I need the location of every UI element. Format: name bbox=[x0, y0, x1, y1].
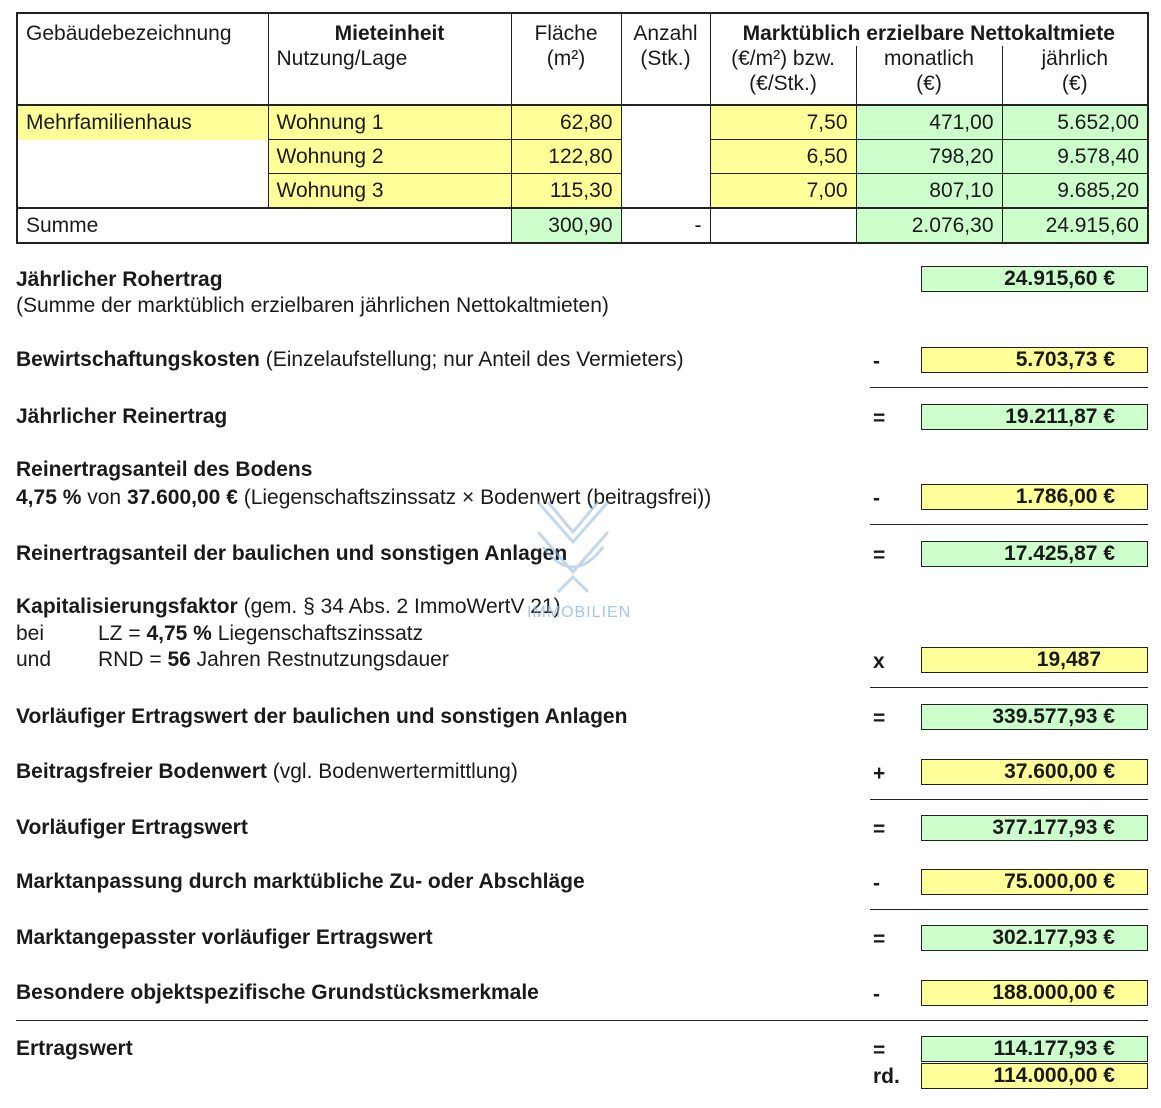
rohertrag-note: (Summe der marktüblich erzielbaren jährlichen Nettokaltmieten) bbox=[16, 294, 609, 317]
header-yearly-label: jährlich bbox=[1041, 47, 1109, 70]
sum-yearly: 24.915,60 bbox=[1002, 208, 1148, 243]
vorl-anlagen-title: Vorläufiger Ertragswert der baulichen und sonstigen Anlagen bbox=[16, 705, 628, 728]
besondere-op: - bbox=[873, 983, 880, 1006]
count-cell bbox=[621, 140, 710, 174]
markt-value: 75.000,00 € bbox=[921, 869, 1148, 895]
header-yearly-unit: (€) bbox=[1061, 72, 1088, 95]
kap-value: 19,487 bbox=[921, 647, 1148, 673]
area-cell: 115,30 bbox=[511, 174, 621, 209]
reinertrag-title: Jährlicher Reinertrag bbox=[16, 405, 228, 428]
unit-cell: Wohnung 2 bbox=[268, 140, 511, 174]
ertragswert-value: 114.177,93 € bbox=[921, 1036, 1148, 1062]
markt-op: - bbox=[873, 872, 880, 895]
table-row bbox=[17, 105, 1148, 140]
rent-cell: 7,50 bbox=[710, 105, 856, 140]
building-name: Mehrfamilienhaus bbox=[17, 105, 268, 140]
header-gebaeude: Gebäudebezeichnung bbox=[17, 13, 268, 46]
bewirtschaftung-value: 5.703,73 € bbox=[921, 347, 1148, 373]
monthly-cell: 798,20 bbox=[856, 140, 1002, 174]
kap-rnd-line: und RND = 56 Jahren Restnutzungsdauer bbox=[16, 648, 449, 671]
anlagen-title: Reinertragsanteil der baulichen und sonstigen Anlagen bbox=[16, 542, 568, 565]
ertragswert-op: = bbox=[873, 1039, 886, 1062]
sum-row bbox=[17, 208, 1148, 243]
marktangepasst-title: Marktangepasster vorläufiger Ertragswert bbox=[16, 926, 433, 949]
monthly-cell: 471,00 bbox=[856, 105, 1002, 140]
unit-cell: Wohnung 1 bbox=[268, 105, 511, 140]
monthly-cell: 807,10 bbox=[856, 174, 1002, 209]
watermark-logo-icon bbox=[528, 492, 618, 602]
rohertrag-value: 24.915,60 € bbox=[921, 266, 1148, 292]
header-rent-unit-a: (€/m²) bzw. bbox=[731, 47, 835, 70]
area-cell: 62,80 bbox=[511, 105, 621, 140]
header-nutzung: Nutzung/Lage bbox=[268, 46, 511, 105]
ertragswert-rd-value: 114.000,00 € bbox=[921, 1063, 1148, 1089]
marktangepasst-value: 302.177,93 € bbox=[921, 925, 1148, 951]
vorl-value: 377.177,93 € bbox=[921, 815, 1148, 841]
reinertrag-value: 19.211,87 € bbox=[921, 404, 1148, 430]
vorl-anlagen-value: 339.577,93 € bbox=[921, 704, 1148, 730]
rent-table bbox=[16, 12, 1149, 244]
vorl-anlagen-op: = bbox=[873, 707, 886, 730]
boden-value: 1.786,00 € bbox=[921, 484, 1148, 510]
kap-title: Kapitalisierungsfaktor (gem. § 34 Abs. 2 ImmoWertV 21) bbox=[16, 595, 561, 618]
table-row bbox=[17, 174, 1148, 209]
divider bbox=[870, 799, 1148, 800]
header-anzahl: Anzahl bbox=[621, 13, 710, 46]
besondere-value: 188.000,00 € bbox=[921, 980, 1148, 1006]
header-yearly bbox=[1002, 46, 1148, 105]
rent-cell: 7,00 bbox=[710, 174, 856, 209]
divider bbox=[870, 909, 1148, 910]
header-monthly-unit: (€) bbox=[916, 72, 942, 95]
header-flaeche-unit: (m²) bbox=[511, 46, 621, 105]
bewirtschaftung-label: Bewirtschaftungskosten (Einzelaufstellung; nur Anteil des Vermieters) bbox=[16, 348, 684, 371]
count-cell bbox=[621, 105, 710, 140]
rent-cell: 6,50 bbox=[710, 140, 856, 174]
watermark-text: IMMOBILIEN bbox=[527, 604, 632, 621]
divider bbox=[870, 387, 1148, 388]
anlagen-value: 17.425,87 € bbox=[921, 541, 1148, 567]
sum-label: Summe bbox=[17, 208, 511, 243]
ertragswert-title: Ertragswert bbox=[16, 1037, 133, 1060]
sum-area: 300,90 bbox=[511, 208, 621, 243]
yearly-cell: 9.578,40 bbox=[1002, 140, 1148, 174]
kap-op: x bbox=[873, 650, 885, 673]
kap-lz-line: bei LZ = 4,75 % Liegenschaftszinssatz bbox=[16, 622, 424, 645]
boden-detail: 4,75 % von 37.600,00 € (Liegenschaftszinssatz × Bodenwert (beitragsfrei)) bbox=[16, 486, 712, 509]
area-cell: 122,80 bbox=[511, 140, 621, 174]
bewirtschaftung-op: - bbox=[873, 350, 880, 373]
boden-op: - bbox=[873, 487, 880, 510]
header-monthly-label: monatlich bbox=[884, 47, 974, 70]
besondere-title: Besondere objektspezifische Grundstücksmerkmale bbox=[16, 981, 539, 1004]
yearly-cell: 5.652,00 bbox=[1002, 105, 1148, 140]
ertragswert-rd-op: rd. bbox=[873, 1065, 900, 1088]
divider bbox=[870, 687, 1148, 688]
header-anzahl-unit: (Stk.) bbox=[621, 46, 710, 105]
header-rent-unit-b: (€/Stk.) bbox=[749, 72, 817, 95]
markt-title: Marktanpassung durch marktübliche Zu- oder Abschläge bbox=[16, 870, 585, 893]
header-rent-unit bbox=[710, 46, 856, 105]
divider bbox=[16, 1020, 1148, 1021]
reinertrag-op: = bbox=[873, 407, 886, 430]
sum-count: - bbox=[621, 208, 710, 243]
marktangepasst-op: = bbox=[873, 928, 886, 951]
unit-cell: Wohnung 3 bbox=[268, 174, 511, 209]
count-cell bbox=[621, 174, 710, 209]
boden-title: Reinertragsanteil des Bodens bbox=[16, 458, 313, 481]
anlagen-op: = bbox=[873, 544, 886, 567]
yearly-cell: 9.685,20 bbox=[1002, 174, 1148, 209]
divider bbox=[870, 524, 1148, 525]
bodenwert-value: 37.600,00 € bbox=[921, 759, 1148, 785]
header-monthly bbox=[856, 46, 1002, 105]
vorl-op: = bbox=[873, 818, 886, 841]
bodenwert-op: + bbox=[873, 762, 886, 785]
header-miete: Marktüblich erzielbare Nettokaltmiete bbox=[710, 13, 1148, 46]
bodenwert-label: Beitragsfreier Bodenwert (vgl. Bodenwertermittlung) bbox=[16, 760, 518, 783]
table-row bbox=[17, 140, 1148, 174]
header-flaeche: Fläche bbox=[511, 13, 621, 46]
vorl-title: Vorläufiger Ertragswert bbox=[16, 816, 248, 839]
header-mieteinheit: Mieteinheit bbox=[268, 13, 511, 46]
sum-monthly: 2.076,30 bbox=[856, 208, 1002, 243]
rohertrag-title: Jährlicher Rohertrag bbox=[16, 268, 223, 291]
